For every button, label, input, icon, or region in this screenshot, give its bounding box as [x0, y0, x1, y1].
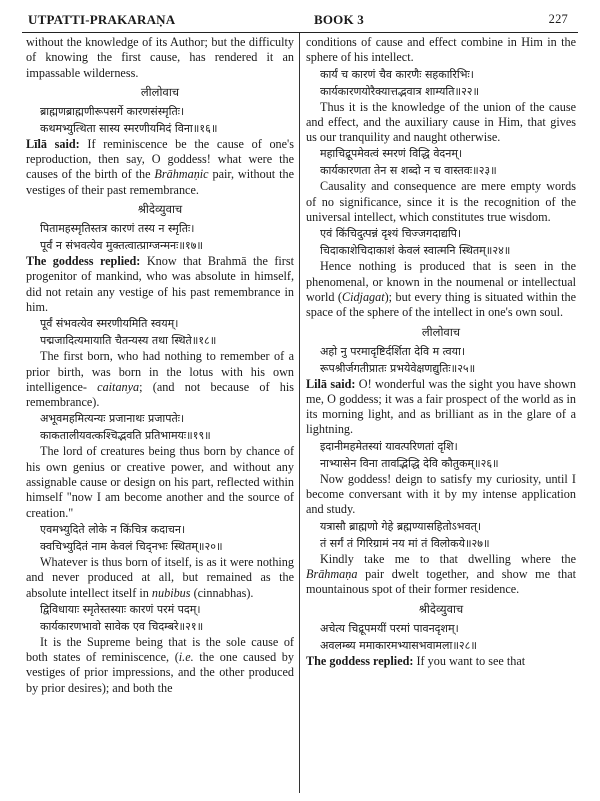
sanskrit-verse-line: कथमभ्युत्थिता सास्य स्मरणीयमिदं विना॥१६॥ [40, 121, 218, 135]
sanskrit-verse-line: कार्यं च कारणं चैव कारणैः सहकारिभिः। [320, 67, 474, 81]
sanskrit-verse-line: अभूवमहमित्यन्यः प्रजानाथः प्रजापतेः। [40, 412, 185, 426]
book-label: BOOK 3 [314, 12, 364, 27]
running-header [22, 10, 578, 33]
sanskrit-verse-line: अवलम्ब्य ममाकारमभ्यासभवामला॥२८॥ [320, 638, 477, 652]
speaker-heading: लीलोवाच [140, 84, 180, 99]
paragraph: without the knowledge of its Author; but the difficulty of knowing the first cause, has rendered it an impassable wilderness. [26, 35, 294, 80]
sanskrit-verse-line: काकतालीयवत्कश्चिद्भवति प्रतिभामयः॥१९॥ [40, 429, 211, 443]
sanskrit-verse-line: पितामहस्मृतिस्तत्र कारणं तस्य न स्मृतिः। [40, 222, 195, 236]
paragraph: conditions of cause and effect combine in Him in the sphere of his intellect. [306, 35, 576, 65]
paragraph: It is the Supreme being that is the sole cause of both states of reminiscence, (i.e. the one caused by vestiges of prior impressions, and the other produced by prior desires); and both the [26, 634, 294, 695]
sanskrit-verse-line: द्विविधायाः स्मृतेस्तस्याः कारणं परमं पदम्। [40, 602, 201, 616]
speaker-label: Lilā said: [306, 376, 356, 391]
sanskrit-verse-line: पद्मजादित्यमायाति चैतन्यस्य तथा स्थिते॥१८॥ [40, 334, 217, 348]
sanskrit-verse-line: महाचिद्रूपमेवत्वं स्मरणं विद्धि वेदनम्। [320, 147, 463, 161]
speaker-label: Līlā said: [26, 136, 80, 151]
sanskrit-verse-line: रूपश्रीर्जगतीप्रातः प्रभयेवेक्षणद्युतिः॥२५॥ [320, 361, 476, 375]
sanskrit-verse-line: एवं किंचिदुत्पन्नं दृश्यं चिज्जगदाद्यपि। [320, 227, 462, 241]
sanskrit-verse-line: ब्राह्मणब्राह्मणीरूपसर्गे कारणसंस्मृतिः। [40, 104, 185, 118]
sanskrit-verse-line: पूर्वं संभवत्येव स्मरणीयमिति स्वयम्। [40, 317, 179, 331]
speaker-heading: लीलोवाच [421, 324, 461, 339]
speaker-label: The goddess replied: [26, 254, 141, 269]
paragraph: The first born, who had nothing to remember of a prior birth, was born in the lotus with his own intelligence- caitanya; (and not because of his remembrance). [26, 349, 294, 410]
paragraph: Hence nothing is produced that is seen in the phenomenal, or known in the noumenal or intellectual world (Cidjagat); but every thing is situated within the space of the sphere of the intellect in one's own soul. [306, 259, 576, 320]
speaker-heading: श्रीदेव्युवाच [137, 202, 183, 217]
left-column [26, 35, 294, 696]
right-column [306, 35, 576, 669]
sanskrit-verse-line: पूर्वं न संभवत्येव मुक्तत्वात्प्राग्जन्मनः॥१७॥ [40, 239, 204, 253]
paragraph: The goddess replied: If you want to see that [306, 653, 526, 668]
paragraph: Lilā said: O! wonderful was the sight you have shown me, O goddess; it was a fair prospect of the world as in its morning light, and as brilliant as in the glare of a lightning. [306, 376, 577, 437]
paragraph: Kindly take me to that dwelling where the Brāhmaṇa pair dwelt together, and show me that mountainous spot of their former residence. [306, 551, 576, 597]
sanskrit-verse-line: यत्रासौ ब्राह्मणो गेहे ब्रह्मण्यासहितोऽभवत्। [320, 519, 482, 533]
sanskrit-verse-line: कार्यकारणता तेन स शब्दो न च वास्तवः॥२३॥ [320, 164, 497, 178]
sanskrit-verse-line: कार्यकारणभावो सावेक एव चिदम्बरे॥२१॥ [40, 619, 204, 633]
sanskrit-verse-line: तं सर्गं तं गिरिग्रामं नय मां तं विलोकये॥२७॥ [320, 536, 490, 550]
paragraph: The goddess replied: Know that Brahmā the first progenitor of mankind, who was absolute in himself, did not retain any vestige of his past remembrance in him. [26, 254, 294, 314]
text-columns [22, 33, 578, 801]
paragraph: Thus it is the knowledge of the union of the cause and effect, and the auxiliary cause in Him, that gives us our tranquility and naught otherwise. [306, 99, 576, 145]
sanskrit-verse-line: अचेत्य चिद्रूपमयीं परमां पावनदृशम्। [320, 621, 459, 635]
sanskrit-verse-line: एवमभ्युदिते लोके न किंचित्र कदाचन। [40, 522, 186, 536]
sanskrit-verse-line: कार्यकारणयोरैक्यात्तद्भवात्र शाम्यति॥२२॥ [320, 84, 480, 98]
page-number: 227 [548, 12, 568, 26]
paragraph: Whatever is thus born of itself, is as it were nothing and never produced at all, but remained as the absolute intellect itself in nubibus (cinnabhas). [26, 554, 294, 600]
sanskrit-verse-line: नाभ्यासेन विना तावद्भिद्धि देवि कौतुकम्॥२६॥ [320, 456, 499, 470]
sanskrit-verse-line: क्वचिभ्युदितं नाम केवलं चिद्नभः स्थितम्॥२०॥ [40, 539, 223, 553]
sanskrit-verse-line: अहो नु परमादृष्टिर्दर्शिता देवि म त्वया। [320, 344, 466, 358]
column-divider [299, 33, 300, 793]
speaker-heading: श्रीदेव्युवाच [418, 601, 464, 616]
paragraph: The lord of creatures being thus born by chance of his own genius or creative power, and without any assignable cause or design on his part, reflected within himself "now I am become another and the source of creation." [26, 444, 294, 520]
sanskrit-verse-line: चिदाकाशेचिदाकाशं केवलं स्वात्मनि स्थितम्॥२४॥ [320, 244, 511, 258]
sanskrit-verse-line: इदानीमहमेतस्यां यावत्परिणतां दृशि। [320, 439, 458, 453]
section-title: UTPATTI-PRAKARAṆA [28, 12, 176, 27]
speaker-label: The goddess replied: [306, 653, 414, 668]
paragraph: Now goddess! deign to satisfy my curiosity, until I become conversant with it by my intense application and study. [306, 471, 576, 517]
paragraph: Līlā said: If reminiscence be the cause of one's reproduction, then say, O goddess! what were the causes of the birth of the Brāhmaṇic pair, without the vestiges of their past remembrance. [26, 136, 294, 197]
paragraph: Causality and consequence are mere empty words of no significance, since it is the recognition of the universal intellect, which constitutes true wisdom. [306, 179, 576, 225]
